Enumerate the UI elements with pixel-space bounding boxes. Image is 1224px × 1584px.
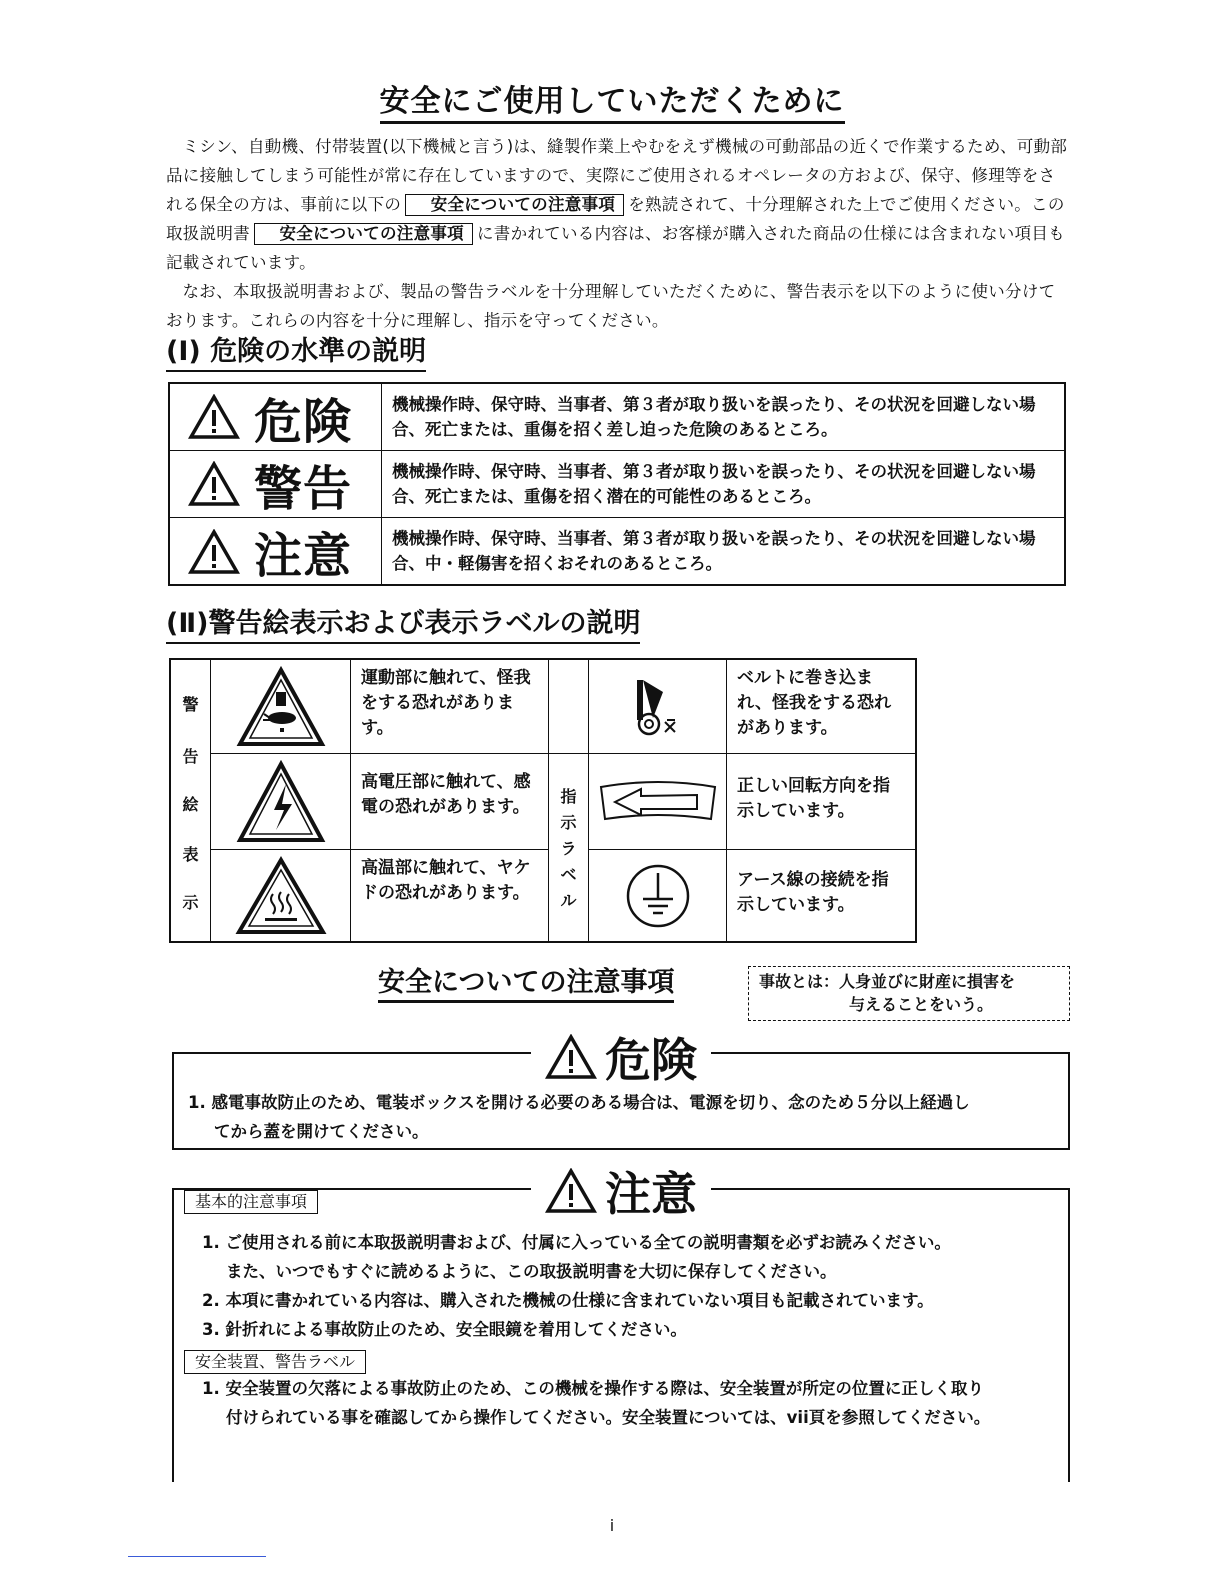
accident-definition-note: 事故とは：人身並びに財産に損害を 与えることをいう。: [748, 966, 1070, 1021]
level-description: 機械操作時、保守時、当事者、第３者が取り扱いを誤ったり、その状況を回避しない場合、死亡または、重傷を招く潜在的可能性のあるところ。: [392, 462, 1036, 506]
warning-icon-cell: [211, 660, 351, 754]
warning-label-table: [169, 658, 917, 943]
page-title: 安全にご使用していただくために: [0, 76, 1224, 120]
level-description: 機械操作時、保守時、当事者、第３者が取り扱いを誤ったり、その状況を回避しない場合、中・軽傷害を招くおそれのあるところ。: [392, 529, 1036, 573]
indication-label-header: 指 示 ラ ベ ル: [549, 660, 589, 941]
level-word: 注意: [254, 528, 353, 584]
high-voltage-warning-icon: [236, 760, 326, 844]
danger-notice-box: [172, 1033, 1070, 1150]
level-word: 警告: [254, 460, 353, 517]
warning-triangle-icon: [545, 1034, 597, 1080]
basic-precautions-tag: 基本的注意事項: [184, 1190, 318, 1214]
warning-triangle-icon: [188, 529, 240, 575]
level-row-danger: [170, 384, 1064, 451]
warning-pictogram-header: 警 告 絵 表 示: [171, 660, 211, 941]
level-description: 機械操作時、保守時、当事者、第３者が取り扱いを誤ったり、その状況を回避しない場合、死亡または、重傷を招く差し迫った危険のあるところ。: [392, 395, 1036, 439]
caution-item: 1. 安全装置の欠落による事故防止のため、この機械を操作する際は、安全装置が所定の位置に正しく取り: [202, 1379, 984, 1398]
indication-icon-cell: [589, 754, 727, 850]
level-row-caution: [170, 518, 1064, 585]
safety-notes-title: 安全についての注意事項: [378, 966, 674, 1003]
section-heading-2: (Ⅱ)警告絵表示および表示ラベルの説明: [166, 606, 640, 644]
indication-icon-cell: [589, 660, 727, 754]
caution-item: 2. 本項に書かれている内容は、購入された機械の仕様に含まれていない項目も記載されています。: [202, 1291, 934, 1310]
caution-item: 3. 針折れによる事故防止のため、安全眼鏡を着用してください。: [202, 1320, 687, 1339]
level-word: 危険: [254, 393, 353, 450]
warning-triangle-icon: [188, 461, 240, 507]
warning-text-cell: 運動部に触れて、怪我をする恐れがあります。: [351, 660, 549, 754]
warning-triangle-icon: [545, 1168, 597, 1214]
page-number: i: [609, 1516, 615, 1535]
section-heading-1: (Ⅰ) 危険の水準の説明: [166, 334, 426, 372]
footer-rule: [128, 1556, 266, 1557]
level-row-warning: [170, 451, 1064, 518]
caution-heading: 注意: [605, 1167, 697, 1221]
warning-text-cell: 高電圧部に触れて、感電の恐れがあります。: [351, 754, 549, 850]
intro-paragraph-1: ミシン、自動機、付帯装置(以下機械と言う)は、縫製作業上やむをえず機械の可動部品の近くで作業するため、可動部品に接触してしまう可能性が常に存在していますので、実際にご使用されるオペレータの方および、保守、修理等をされる保全の方は、事前に以下の 安全についての注意事項 を熟読されて、十分理解された上でご使用ください。この取扱説明書 安全についての注意事項 に書かれている内容は、お客様が購入された商品の仕様には含まれない項目も記載されています。: [166, 137, 1068, 272]
danger-item-continued: てから蓋を開けてください。: [214, 1122, 429, 1141]
belt-entanglement-icon: [623, 672, 693, 742]
caution-notice-box: [172, 1167, 1070, 1482]
blank-cell: [549, 660, 589, 754]
hand-pinch-warning-icon: [236, 666, 326, 748]
danger-heading: 危険: [605, 1033, 697, 1087]
danger-item: 1. 感電事故防止のため、電装ボックスを開ける必要のある場合は、電源を切り、念のため５分以上経過し: [188, 1093, 970, 1112]
safety-devices-tag: 安全装置、警告ラベル: [184, 1350, 366, 1374]
caution-item-continued: 付けられている事を確認してから操作してください。安全装置については、vii頁を参照してください。: [226, 1408, 991, 1427]
intro-text: [166, 132, 1070, 335]
indication-icon-cell: [589, 850, 727, 941]
safety-notice-ref-1: 安全についての注意事項: [405, 194, 624, 216]
hazard-level-table: [168, 382, 1066, 586]
rotation-direction-arrow-icon: [595, 775, 721, 829]
indication-text-cell: ベルトに巻き込まれ、怪我をする恐れがあります。: [727, 660, 915, 754]
warning-icon-cell: [211, 754, 351, 850]
safety-notice-ref-2: 安全についての注意事項: [254, 223, 473, 245]
indication-text-cell: 正しい回転方向を指示しています。: [727, 754, 915, 850]
caution-item-continued: また、いつでもすぐに読めるように、この取扱説明書を大切に保存してください。: [226, 1262, 837, 1281]
intro-paragraph-2: なお、本取扱説明書および、製品の警告ラベルを十分理解していただくために、警告表示を以下のように使い分けております。これらの内容を十分に理解し、指示を守ってください。: [166, 282, 1056, 330]
indication-text-cell: アース線の接続を指示しています。: [737, 870, 889, 915]
caution-item: 1. ご使用される前に本取扱説明書および、付属に入っている全ての説明書類を必ずお読みください。: [202, 1233, 951, 1252]
earth-ground-icon: [623, 861, 693, 931]
warning-triangle-icon: [188, 394, 240, 440]
warning-icon-cell: [211, 850, 351, 941]
hot-surface-warning-icon: [235, 856, 327, 936]
warning-text-cell: 高温部に触れて、ヤケドの恐れがあります。: [351, 850, 549, 941]
